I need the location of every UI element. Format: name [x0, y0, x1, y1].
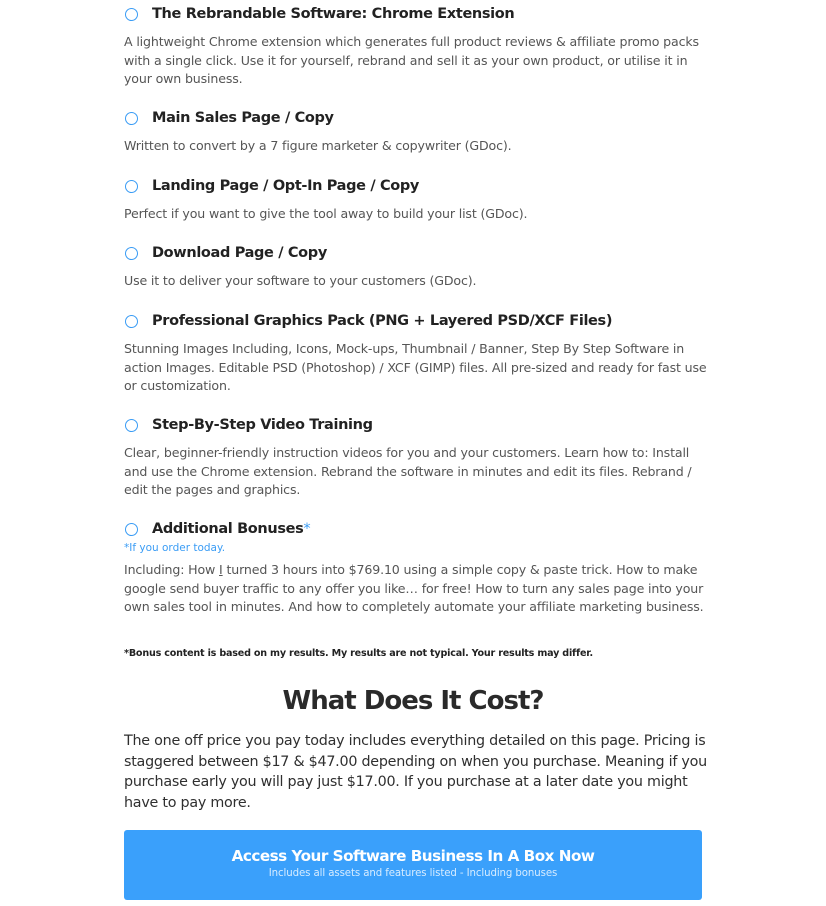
feature-header	[124, 175, 710, 197]
description-prefix: Including: How	[124, 562, 220, 577]
feature-description	[124, 561, 710, 617]
cta-sublabel: Includes all assets and features listed - Including bonuses	[268, 868, 558, 879]
feature-item-download-page	[124, 242, 710, 291]
feature-item-landing-page	[124, 175, 710, 224]
feature-title: Professional Graphics Pack (PNG + Layered PSD/XCF Files)	[152, 313, 613, 329]
feature-description: Use it to deliver your software to your customers (GDoc).	[124, 273, 477, 288]
underlined-word: I	[219, 562, 223, 577]
feature-description: Stunning Images Including, Icons, Mock-ups, Thumbnail / Banner, Step By Step Software in action Images. Editable PSD (Photoshop) / XCF (GIMP) files. All pre-sized and ready for fast use or customization.	[124, 341, 707, 393]
feature-item-chrome-extension	[124, 3, 710, 89]
feature-description: Perfect if you want to give the tool away to build your list (GDoc).	[124, 206, 528, 221]
feature-title	[152, 521, 310, 537]
circle-bullet-icon	[125, 523, 138, 536]
feature-item-video-training	[124, 414, 710, 500]
circle-bullet-icon	[125, 180, 138, 193]
access-now-button[interactable]	[124, 830, 702, 900]
circle-bullet-icon	[125, 419, 138, 432]
circle-bullet-icon	[125, 8, 138, 21]
feature-title: Main Sales Page / Copy	[152, 110, 334, 126]
cost-description: The one off price you pay today includes everything detailed on this page. Pricing is staggered between $17 & $47.00 depending on when you purchase. Meaning if you purchase early you will pay just $17.00. If you purchase at a later date you might have to pay more.	[124, 733, 707, 811]
feature-description: Clear, beginner-friendly instruction videos for you and your customers. Learn how to: Install and use the Chrome extension. Rebrand the software in minutes and edit its files. Rebrand / edit the pages and graphics.	[124, 445, 692, 497]
feature-header	[124, 518, 710, 540]
description-rest: turned 3 hours into $769.10 using a simple copy & paste trick. How to make google send buyer traffic to any offer you like… for free! How to turn any sales page into your own sales tool in minutes. And how to completely automate your affiliate marketing business.	[124, 562, 704, 614]
feature-title: Landing Page / Opt-In Page / Copy	[152, 178, 420, 194]
feature-header	[124, 107, 710, 129]
feature-subtitle: *If you order today.	[124, 542, 226, 554]
feature-header	[124, 242, 710, 264]
feature-item-graphics-pack	[124, 310, 710, 396]
cta-label: Access Your Software Business In A Box Now	[231, 847, 595, 865]
feature-item-main-sales-page	[124, 107, 710, 156]
asterisk-mark: *	[303, 521, 311, 537]
cost-heading: What Does It Cost?	[282, 686, 544, 716]
feature-title: Download Page / Copy	[152, 245, 327, 261]
feature-header	[124, 3, 710, 25]
feature-title: The Rebrandable Software: Chrome Extension	[152, 6, 515, 22]
circle-bullet-icon	[125, 315, 138, 328]
feature-description: Written to convert by a 7 figure marketer & copywriter (GDoc).	[124, 138, 512, 153]
feature-header	[124, 414, 710, 436]
circle-bullet-icon	[125, 247, 138, 260]
circle-bullet-icon	[125, 112, 138, 125]
feature-title: Step-By-Step Video Training	[152, 417, 373, 433]
feature-title-text: Additional Bonuses	[152, 521, 304, 537]
feature-description: A lightweight Chrome extension which generates full product reviews & affiliate promo packs with a single click. Use it for yourself, rebrand and sell it as your own product, or utilise it in your own business.	[124, 34, 699, 86]
feature-header	[124, 310, 710, 332]
bonus-disclaimer: *Bonus content is based on my results. My results are not typical. Your results may differ.	[124, 648, 593, 659]
feature-item-additional-bonuses	[124, 518, 710, 617]
